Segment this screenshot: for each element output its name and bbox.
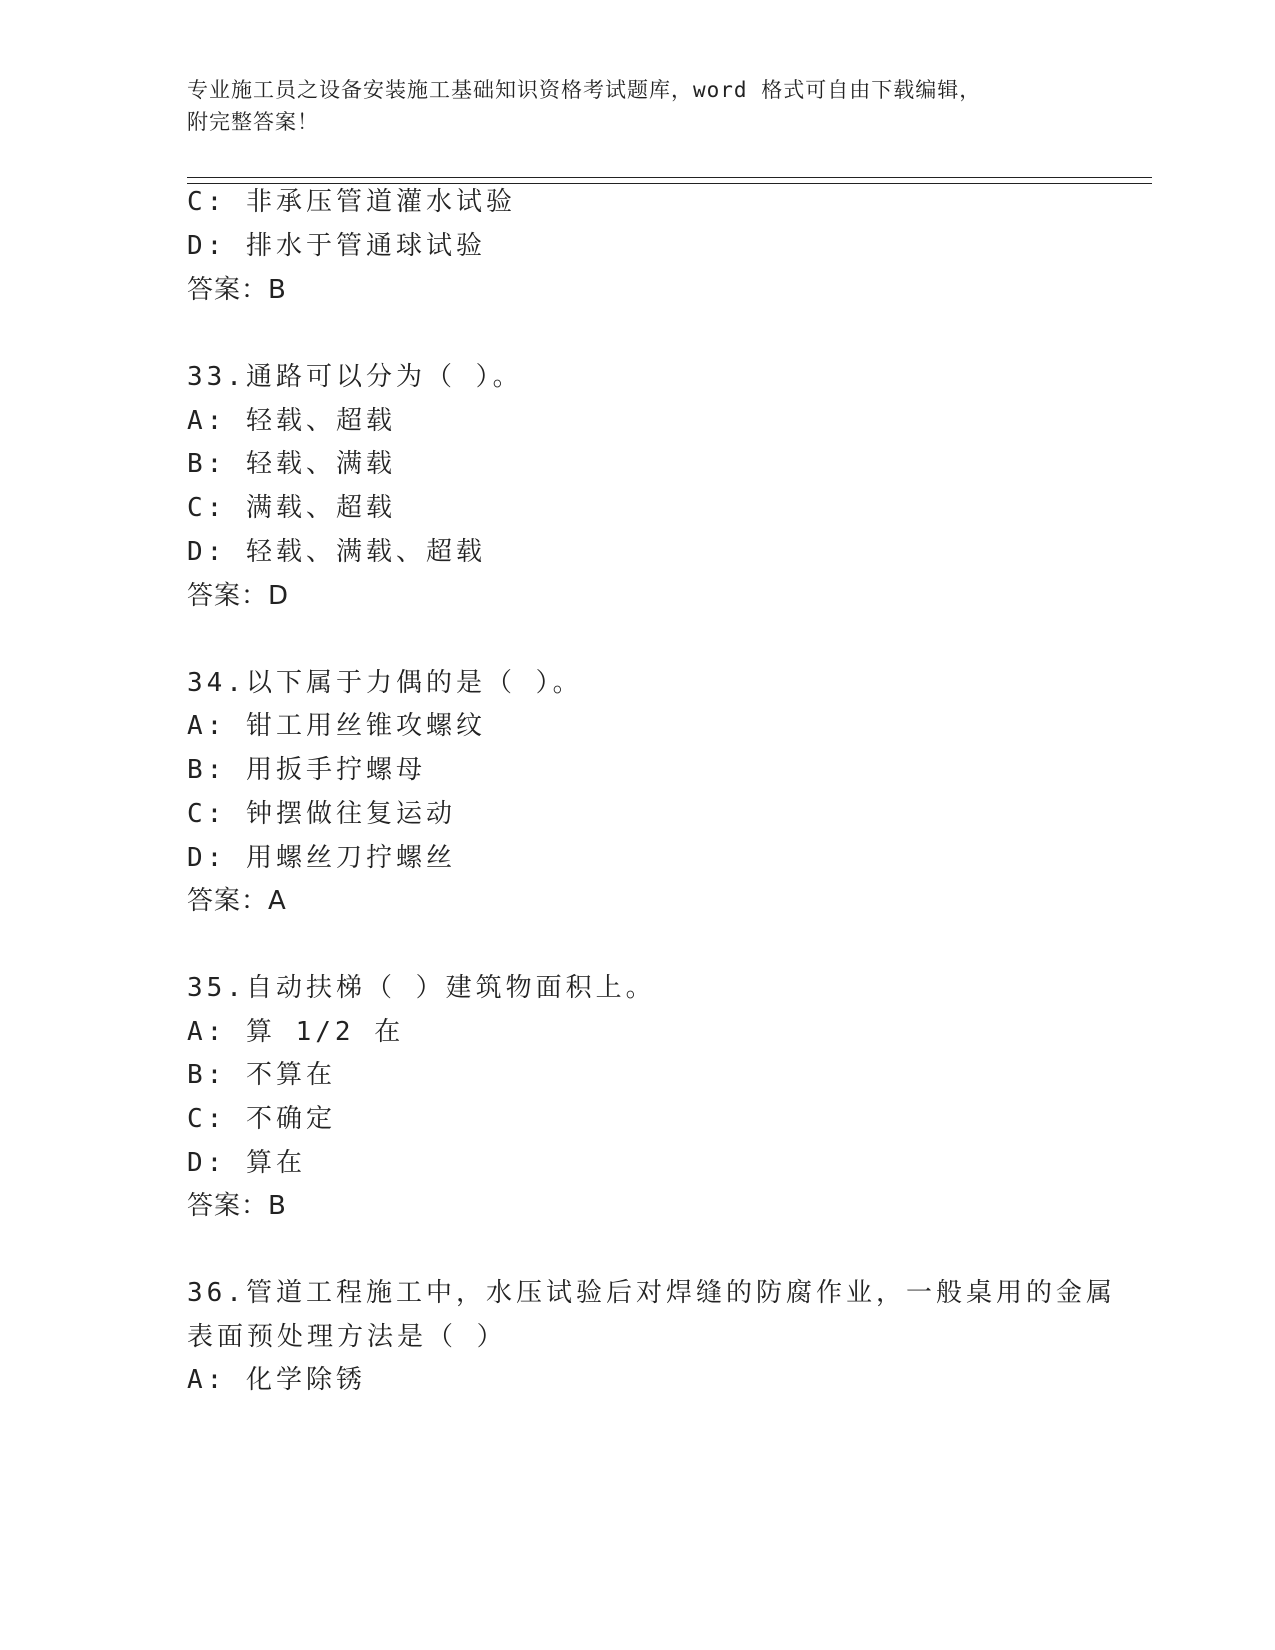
option-b: B: 不算在 xyxy=(187,1060,336,1090)
option-d: D: 轻载、满载、超载 xyxy=(187,537,486,567)
header-line-2: 附完整答案！ xyxy=(187,110,319,134)
option-c: C: 钟摆做往复运动 xyxy=(187,799,456,829)
option-d: D: 用螺丝刀拧螺丝 xyxy=(187,843,456,873)
option-c: C: 满载、超载 xyxy=(187,493,396,523)
option-d: D: 算在 xyxy=(187,1148,306,1178)
document-header xyxy=(187,74,1087,138)
option-c: C: 非承压管道灌水试验 xyxy=(187,187,516,217)
header-line-1: 专业施工员之设备安装施工基础知识资格考试题库，word 格式可自由下载编辑， xyxy=(187,78,982,102)
question-stem: 35.自动扶梯（ ）建筑物面积上。 xyxy=(187,973,656,1003)
question-stem: 34.以下属于力偶的是（ ）。 xyxy=(187,668,583,698)
option-a: A: 钳工用丝锥攻螺纹 xyxy=(187,711,486,741)
question-stem-line-1: 36.管道工程施工中，水压试验后对焊缝的防腐作业，一般桌用的金属 xyxy=(187,1278,1116,1308)
answer: 答案：B xyxy=(187,1191,287,1221)
option-a: A: 化学除锈 xyxy=(187,1365,366,1395)
option-b: B: 用扳手拧螺母 xyxy=(187,755,426,785)
answer: 答案：A xyxy=(187,886,287,916)
option-c: C: 不确定 xyxy=(187,1104,336,1134)
answer: 答案：D xyxy=(187,581,290,611)
option-b: B: 轻载、满载 xyxy=(187,449,396,479)
option-a: A: 轻载、超载 xyxy=(187,406,396,436)
option-d: D: 排水于管通球试验 xyxy=(187,231,486,261)
question-stem-line-2: 表面预处理方法是（ ） xyxy=(187,1322,507,1352)
question-stem: 33.通路可以分为（ ）。 xyxy=(187,362,523,392)
option-a: A: 算 1/2 在 xyxy=(187,1017,405,1047)
answer: 答案：B xyxy=(187,275,287,305)
